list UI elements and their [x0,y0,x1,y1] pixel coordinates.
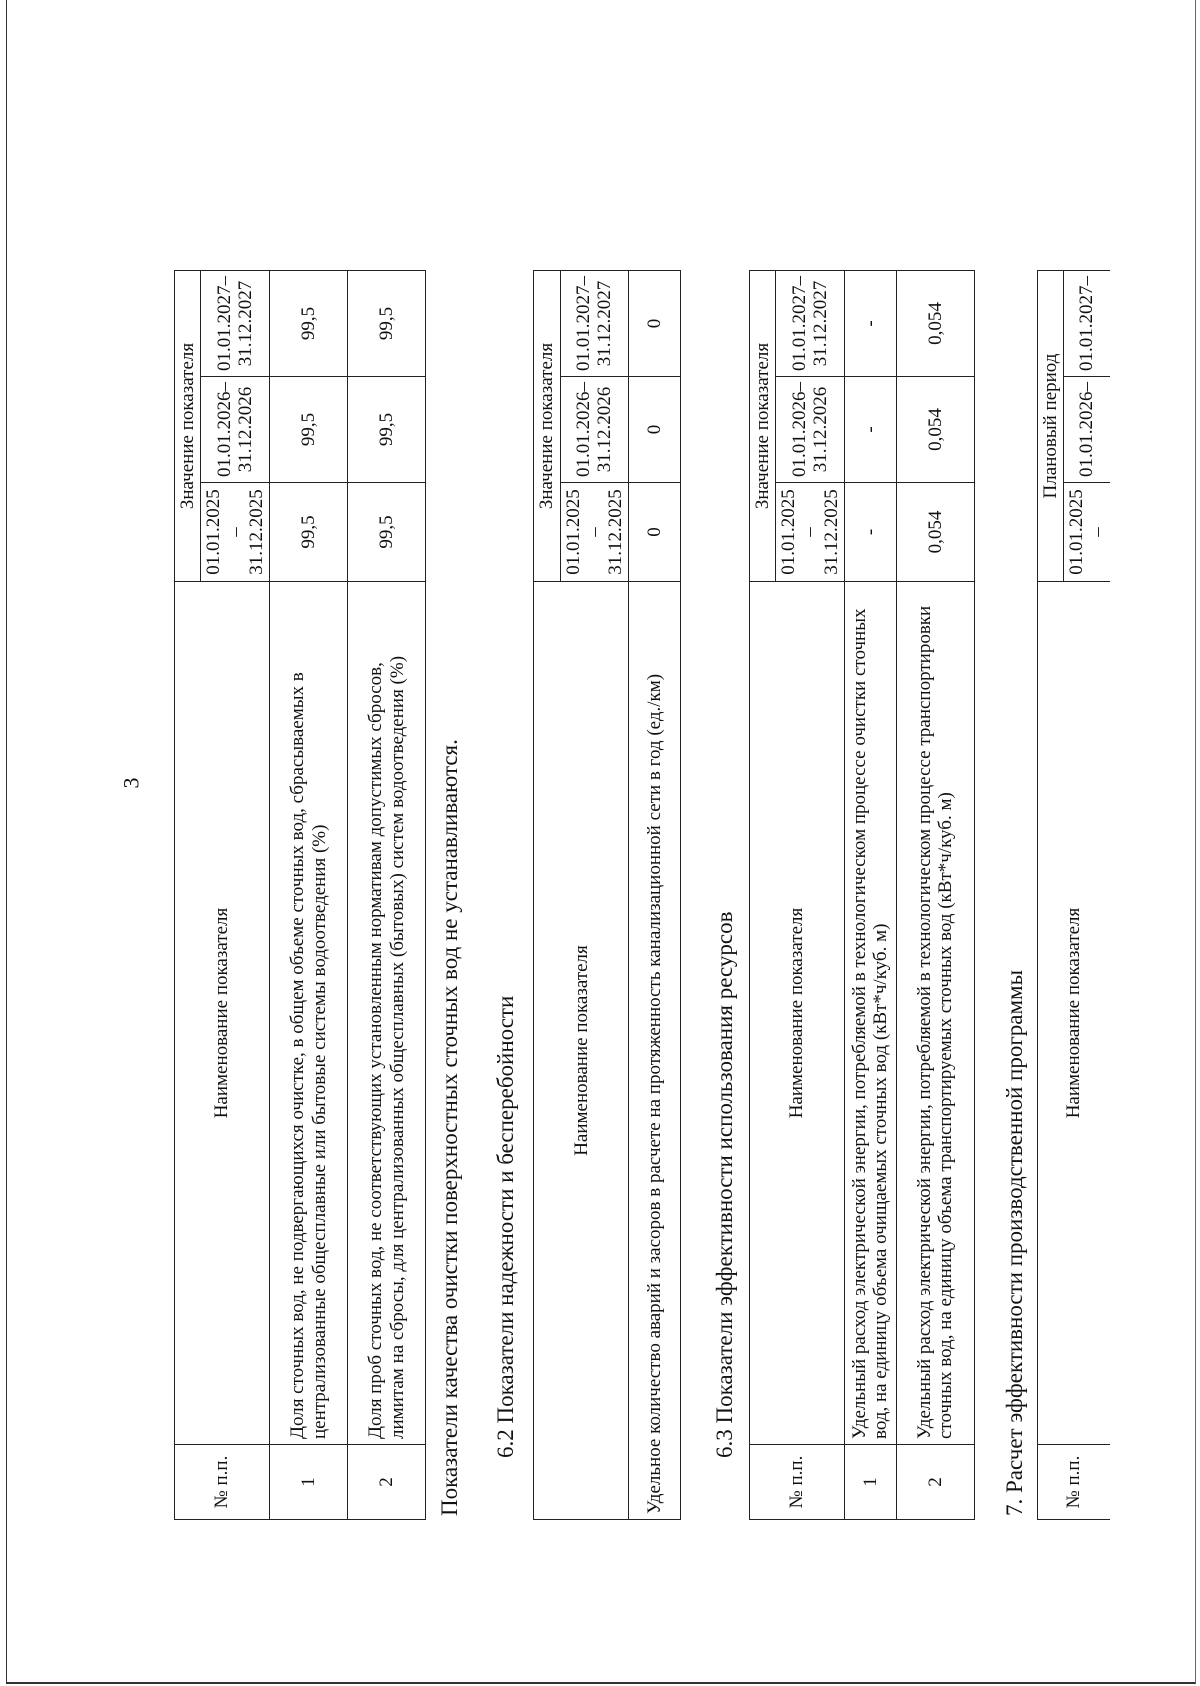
period-header: 01.01.2025 – 31.12.2025 [776,483,845,582]
row-value: - [844,483,896,582]
period-header: 01.01.2027– 31.12.2027 [776,271,845,377]
period-header: 01.01.2027– 31.12.2027 [201,271,270,377]
row-value: 0 [629,377,681,483]
table-reliability [533,270,681,1520]
row-name: Удельный расход электрической энергии, потребляемой в технологическом процессе транспортировки сточных вод, на единицу объема транспортируемых сточных вод (кВт*ч/куб. м) [896,582,974,1445]
col-name-header: Наименование показателя [175,582,270,1445]
row-value: 0 [629,271,681,377]
col-num-header: № п.п. [175,1445,270,1520]
table-resource-efficiency [749,270,975,1520]
col-name-header: Наименование показателя [534,582,629,1520]
row-name: Доля сточных вод, не подвергающихся очистке, в общем объеме сточных вод, сбрасываемых в централизованные общесплавные или бытовые системы водоотведения (%) [270,582,348,1445]
col-name-header: Наименование показателя [1037,582,1110,1445]
page-number: 3 [118,777,144,789]
row-value: 0,054 [896,377,974,483]
period-header: 01.01.2026– [1063,377,1110,483]
row-value: 99,5 [348,377,426,483]
period-header: 01.01.2027– [1063,271,1110,377]
table-row [896,271,974,1520]
period-header: 01.01.2026– 31.12.2026 [560,377,629,483]
surface-water-note: Показатели качества очистки поверхностных сточных вод не устанавливаются. [437,739,463,1516]
period-header: 01.01.2025 – 31.12.2025 [201,483,270,582]
row-value: 99,5 [348,483,426,582]
col-num-header: № п.п. [749,1445,844,1520]
row-value: 99,5 [270,377,348,483]
period-header: 01.01.2026– 31.12.2026 [201,377,270,483]
section-6-3-title: 6.3 Показатели эффективности использования ресурсов [712,911,738,1458]
col-name-header: Наименование показателя [749,582,844,1445]
row-num: 2 [896,1445,974,1520]
row-value: 0,054 [896,271,974,377]
row-value: 99,5 [270,483,348,582]
table-wastewater-quality [174,270,426,1520]
row-value: 99,5 [270,271,348,377]
period-header: 01.01.2025 – [1063,483,1110,582]
period-header: 01.01.2027– 31.12.2027 [560,271,629,377]
row-value: 0 [629,483,681,582]
col-value-header: Значение показателя [749,271,775,582]
col-value-header: Значение показателя [534,271,560,582]
row-value: - [844,271,896,377]
col-num-header: № п.п. [1037,1445,1110,1520]
table-program-efficiency [1037,270,1111,1520]
rotated-content [172,170,1109,1520]
row-value: 99,5 [348,271,426,377]
row-num: 2 [348,1445,426,1520]
row-num: 1 [844,1445,896,1520]
row-name: Удельный расход электрической энергии, потребляемой в технологическом процессе очистки сточных вод, на единицу объема очищаемых сточных вод (кВт*ч/куб. м) [844,582,896,1445]
period-header: 01.01.2026– 31.12.2026 [776,377,845,483]
table-row [844,271,896,1520]
row-name: Доля проб сточных вод, не соответствующих установленным нормативам допустимых сбросов, лимитам на сбросы, для централизованных общесплавных (бытовых) систем водоотведения (%) [348,582,426,1445]
table-row [348,271,426,1520]
row-name: Удельное количество аварий и засоров в расчете на протяженность канализационной сети в год (ед./км) [629,582,681,1520]
section-7-title: 7. Расчет эффективности производственной программы [1001,969,1027,1516]
table-row [629,271,681,1520]
col-value-header: Значение показателя [175,271,201,582]
col-value-header: Плановый период [1037,271,1063,582]
section-6-2-title: 6.2 Показатели надежности и бесперебойности [492,995,518,1458]
row-value: 0,054 [896,483,974,582]
row-value: - [844,377,896,483]
row-num: 1 [270,1445,348,1520]
period-header: 01.01.2025 – 31.12.2025 [560,483,629,582]
table-row [270,271,348,1520]
